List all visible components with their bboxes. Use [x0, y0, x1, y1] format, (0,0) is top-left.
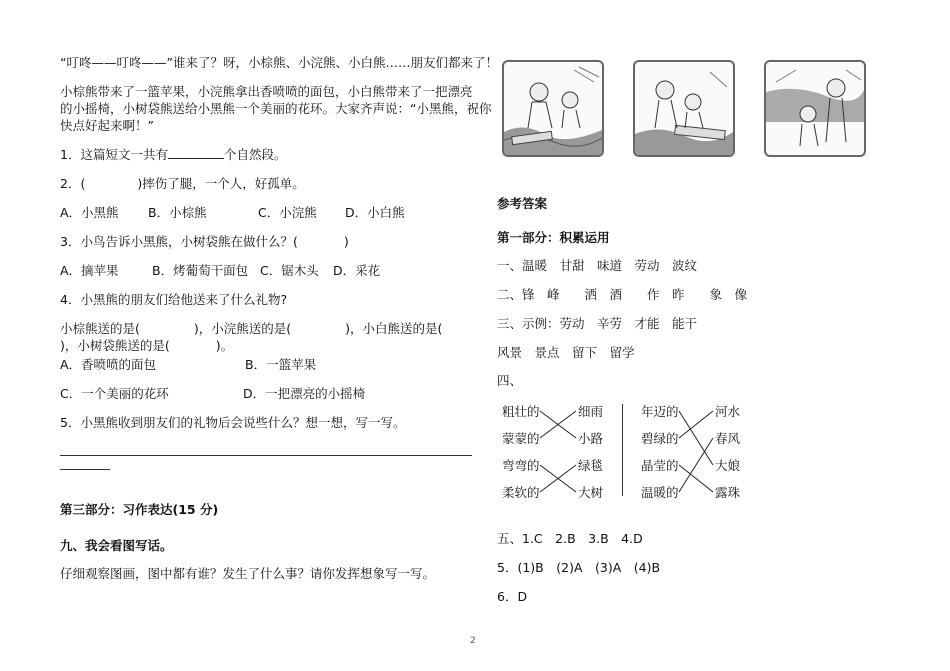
match-left-word: 年迈的	[641, 404, 679, 419]
q3-text-b: )	[343, 234, 349, 249]
match-right-word: 大树	[578, 485, 604, 500]
q4-brown-bear-label: 小棕熊送的是(	[60, 321, 140, 336]
q4-fill-line-1	[60, 320, 442, 337]
q9-description: 仔细观察图画，图中都有谁？发生了什么事？请你发挥想象写一写。	[60, 566, 436, 581]
matching-group-right	[641, 402, 761, 502]
answer-6: 6．D	[497, 589, 528, 604]
q4-raccoon-label: )，小浣熊送的是(	[193, 321, 292, 336]
answer-3: 三、示例：劳动 辛劳 才能 能干	[497, 316, 698, 331]
match-left-word: 柔软的	[502, 485, 540, 500]
answer-3-continued: 风景 景点 留下 留学	[497, 345, 635, 360]
match-left-word: 弯弯的	[502, 458, 540, 473]
answer-5: 五、1.C 2.B 3.B 4.D	[497, 531, 643, 546]
q5-writing-line-1[interactable]	[60, 455, 472, 456]
match-left-word: 晶莹的	[641, 458, 679, 473]
q1-answer-blank[interactable]	[168, 158, 224, 159]
part3-heading: 第三部分：习作表达(15 分)	[60, 502, 219, 517]
story-intro: “叮咚——叮咚——”谁来了？呀，小棕熊、小浣熊、小白熊……朋友们都来了！	[60, 55, 498, 70]
bears-shore-illustration-3	[766, 62, 864, 155]
q4-option-b: B．一篮苹果	[245, 357, 317, 372]
q3-option-d: D．采花	[333, 263, 381, 278]
match-lines-right	[641, 402, 761, 502]
q5-writing-line-2[interactable]	[60, 469, 110, 470]
answer-4-label: 四、	[497, 373, 523, 388]
story-picture-3	[764, 60, 866, 157]
q3-text-a: 3．小鸟告诉小黑熊，小树袋熊在做什么？(	[60, 234, 298, 249]
matching-group-left	[502, 402, 622, 502]
matching-divider	[622, 404, 623, 496]
q4-fill-line-2	[60, 337, 233, 354]
story-picture-1	[502, 60, 604, 157]
question-5: 5．小黑熊收到朋友们的礼物后会说些什么？想一想，写一写。	[60, 415, 406, 430]
q1-text-b: 个自然段。	[223, 147, 287, 162]
q2-option-a: A．小黑熊	[60, 205, 119, 220]
answers-part1-heading: 第一部分：积累运用	[497, 230, 610, 245]
answer-5-sub: 5．(1)B (2)A (3)A (4)B	[497, 560, 661, 575]
q3-option-c: C．锯木头	[260, 263, 319, 278]
question-1	[60, 146, 286, 163]
q4-option-a: A．香喷喷的面包	[60, 357, 157, 372]
q2-option-c: C．小浣熊	[258, 205, 317, 220]
q1-text-a: 1．这篇短文一共有	[60, 147, 168, 162]
story-para-line-2: 的小摇椅，小树袋熊送给小黑熊一个美丽的花环。大家齐声说：“小黑熊，祝你	[60, 101, 492, 116]
match-right-word: 河水	[715, 404, 741, 419]
q4-line-end: )。	[215, 338, 234, 353]
match-right-word: 绿毯	[578, 458, 604, 473]
match-left-word: 温暖的	[641, 485, 679, 500]
q4-option-c: C．一个美丽的花环	[60, 386, 169, 401]
match-right-word: 大娘	[715, 458, 741, 473]
question-3	[60, 233, 349, 250]
match-right-word: 露珠	[715, 485, 741, 500]
q9-heading: 九、我会看图写话。	[60, 538, 173, 553]
story-para-line-3: 快点好起来啊！”	[60, 118, 154, 133]
match-lines-left	[502, 402, 622, 502]
story-picture-2	[633, 60, 735, 157]
match-right-word: 春风	[715, 431, 741, 446]
q2-option-d: D．小白熊	[345, 205, 405, 220]
bears-boat-illustration-2	[635, 62, 733, 155]
match-left-word: 碧绿的	[641, 431, 679, 446]
q2-option-b: B．小棕熊	[148, 205, 207, 220]
question-2	[60, 175, 305, 192]
bears-boat-illustration-1	[504, 62, 602, 155]
answer-2: 二、锋 峰 洒 酒 作 昨 象 像	[497, 287, 748, 302]
answers-title: 参考答案	[497, 196, 548, 211]
q3-option-a: A．摘苹果	[60, 263, 119, 278]
q4-option-d: D．一把漂亮的小摇椅	[243, 386, 366, 401]
page-number: 2	[470, 636, 476, 646]
match-right-word: 小路	[578, 431, 604, 446]
q2-text-b: )摔伤了腿，一个人，好孤单。	[137, 176, 305, 191]
match-left-word: 粗壮的	[502, 404, 540, 419]
match-right-word: 细雨	[578, 404, 604, 419]
question-4: 4．小黑熊的朋友们给他送来了什么礼物?	[60, 292, 288, 307]
q3-option-b: B．烤葡萄干面包	[152, 263, 249, 278]
answer-1: 一、温暖 甘甜 味道 劳动 波纹	[497, 258, 698, 273]
q4-koala-label: )，小树袋熊送的是(	[60, 338, 170, 353]
story-para-line-1: 小棕熊带来了一篮苹果，小浣熊拿出香喷喷的面包，小白熊带来了一把漂亮	[60, 84, 473, 99]
q4-white-bear-label: )，小白熊送的是(	[345, 321, 443, 336]
q2-text-a: 2．(	[60, 176, 86, 191]
match-left-word: 蒙蒙的	[502, 431, 540, 446]
